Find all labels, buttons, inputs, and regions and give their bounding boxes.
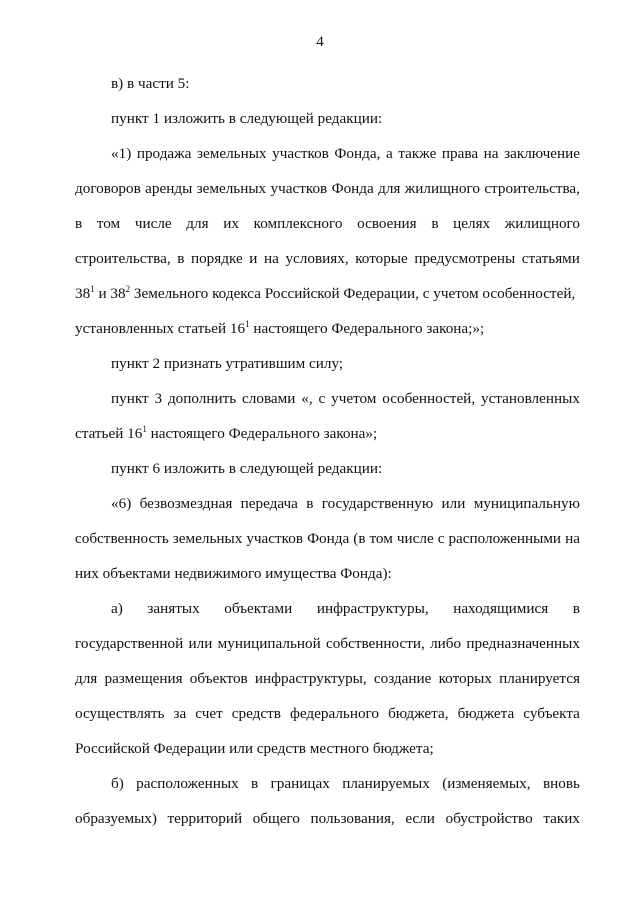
text-line: в) в части 5: — [111, 75, 190, 92]
superscript: 1 — [142, 424, 147, 434]
word: Фонда — [307, 530, 350, 547]
text-line-justified — [75, 801, 580, 836]
word: 3 — [154, 390, 163, 407]
word: участков — [272, 145, 329, 162]
word: установленных — [480, 390, 580, 407]
word: создание — [373, 670, 432, 687]
word: предназначенных — [466, 635, 580, 652]
text-line — [75, 416, 580, 451]
word: в — [177, 250, 185, 267]
word: для — [378, 180, 401, 197]
word: размещения — [104, 670, 183, 687]
word: участков — [246, 530, 304, 547]
word: права — [441, 145, 479, 162]
word: федерального — [290, 705, 380, 722]
text-line-justified — [75, 661, 580, 696]
text-line-justified — [75, 696, 580, 731]
superscript: 2 — [125, 284, 131, 294]
word: б) — [111, 775, 124, 792]
superscript: 1 — [90, 284, 95, 294]
word: Фонда — [331, 180, 374, 197]
text-line-justified — [75, 521, 580, 556]
word: также — [398, 145, 437, 162]
word: образуемых) — [75, 810, 157, 827]
word: передача — [240, 495, 298, 512]
word: в — [251, 775, 259, 792]
word: порядке — [190, 250, 243, 267]
word: расположенными — [448, 530, 562, 547]
word: продажа — [136, 145, 192, 162]
word: числе — [134, 215, 172, 232]
word: счет — [195, 705, 223, 722]
word: их — [223, 215, 239, 232]
word: планируется — [499, 670, 580, 687]
text-line — [75, 276, 580, 311]
word: с — [437, 530, 445, 547]
word: таких — [543, 810, 580, 827]
word: занятых — [147, 600, 200, 617]
word: «1) — [111, 145, 132, 162]
word: жилищного — [404, 180, 480, 197]
word: бюджета — [457, 705, 515, 722]
word: «, — [301, 390, 313, 407]
word: муниципальной — [217, 635, 321, 652]
word: договоров — [75, 180, 141, 197]
text-run: Земельного кодекса Российской Федерации, с учетом особенностей, — [130, 285, 576, 302]
word: которые — [355, 250, 408, 267]
word: или — [441, 495, 466, 512]
word: аренды — [145, 180, 193, 197]
text-line-justified — [75, 171, 580, 206]
word: за — [173, 705, 187, 722]
word: пользования, — [310, 810, 395, 827]
document-body — [75, 66, 580, 836]
word: собственность — [75, 530, 169, 547]
word: дополнить — [167, 390, 237, 407]
word: заключение — [504, 145, 580, 162]
text-line: них объектами недвижимого имущества Фонда): — [75, 565, 392, 582]
word: том — [96, 215, 121, 232]
word: на — [264, 250, 279, 267]
word: осуществлять — [75, 705, 165, 722]
word: земельных — [197, 145, 267, 162]
word: учетом — [331, 390, 377, 407]
word: комплексного — [253, 215, 343, 232]
word: субъекта — [523, 705, 580, 722]
word: находящимися — [453, 600, 549, 617]
word: территорий — [167, 810, 243, 827]
word: государственную — [321, 495, 434, 512]
word: для — [75, 670, 98, 687]
word: строительства, — [75, 250, 171, 267]
word: для — [186, 215, 209, 232]
text-run: 38 — [75, 285, 91, 302]
text-line-justified — [75, 766, 580, 801]
word: объектами — [224, 600, 293, 617]
word: целях — [453, 215, 491, 232]
word: на — [565, 530, 580, 547]
word: государственной — [75, 635, 184, 652]
word: планируемых — [342, 775, 430, 792]
text-line-justified — [75, 591, 580, 626]
text-line: Российской Федерации или средств местного бюджета; — [75, 740, 434, 757]
text-line-justified — [75, 381, 580, 416]
word: с — [318, 390, 326, 407]
word: освоения — [357, 215, 417, 232]
word: в — [75, 215, 83, 232]
word: на — [483, 145, 499, 162]
word: объектов — [189, 670, 248, 687]
word: и — [249, 250, 258, 267]
text-line: пункт 1 изложить в следующей редакции: — [111, 110, 383, 127]
text-run: статьей 16 — [75, 425, 143, 442]
text-run: настоящего Федерального закона;»; — [249, 320, 485, 337]
word: либо — [430, 635, 462, 652]
word: жилищного — [504, 215, 580, 232]
text-line-justified — [75, 206, 580, 241]
word: особенностей, — [382, 390, 476, 407]
text-line-justified — [75, 486, 580, 521]
word: (в — [353, 530, 366, 547]
text-run: установленных статьей 16 — [75, 320, 246, 337]
word: в — [431, 215, 439, 232]
word: «6) — [111, 495, 132, 512]
word: пункт — [111, 390, 149, 407]
word: средств — [231, 705, 281, 722]
word: которых — [438, 670, 492, 687]
word: а) — [111, 600, 123, 617]
word: в — [572, 600, 580, 617]
text-line — [75, 311, 580, 346]
word: обустройство — [445, 810, 533, 827]
word: муниципальную — [473, 495, 580, 512]
word: или — [188, 635, 213, 652]
word: а — [386, 145, 393, 162]
word: том — [369, 530, 393, 547]
page-number: 4 — [316, 34, 324, 50]
word: числе — [396, 530, 434, 547]
word: земельных — [172, 530, 243, 547]
word: вновь — [542, 775, 580, 792]
text-run: и 38 — [94, 285, 126, 302]
superscript: 1 — [245, 319, 250, 329]
word: безвозмездная — [139, 495, 233, 512]
word: инфраструктуры, — [254, 670, 367, 687]
word: строительства, — [484, 180, 580, 197]
word: границах — [270, 775, 330, 792]
text-run: настоящего Федерального закона»; — [146, 425, 378, 442]
word: участков — [270, 180, 328, 197]
word: Фонда, — [334, 145, 381, 162]
word: статьями — [521, 250, 580, 267]
word: бюджета, — [388, 705, 449, 722]
word: словами — [242, 390, 296, 407]
word: собственности, — [326, 635, 425, 652]
word: общего — [252, 810, 300, 827]
text-line-justified — [75, 241, 580, 276]
text-line-justified — [75, 136, 580, 171]
word: (изменяемых, — [442, 775, 531, 792]
word: предусмотрены — [414, 250, 516, 267]
text-line: пункт 6 изложить в следующей редакции: — [111, 460, 383, 477]
word: условиях, — [285, 250, 349, 267]
word: в — [306, 495, 314, 512]
text-line: пункт 2 признать утратившим силу; — [111, 355, 344, 372]
word: инфраструктуры, — [316, 600, 429, 617]
word: если — [405, 810, 435, 827]
word: расположенных — [136, 775, 239, 792]
word: земельных — [196, 180, 267, 197]
text-line-justified — [75, 626, 580, 661]
